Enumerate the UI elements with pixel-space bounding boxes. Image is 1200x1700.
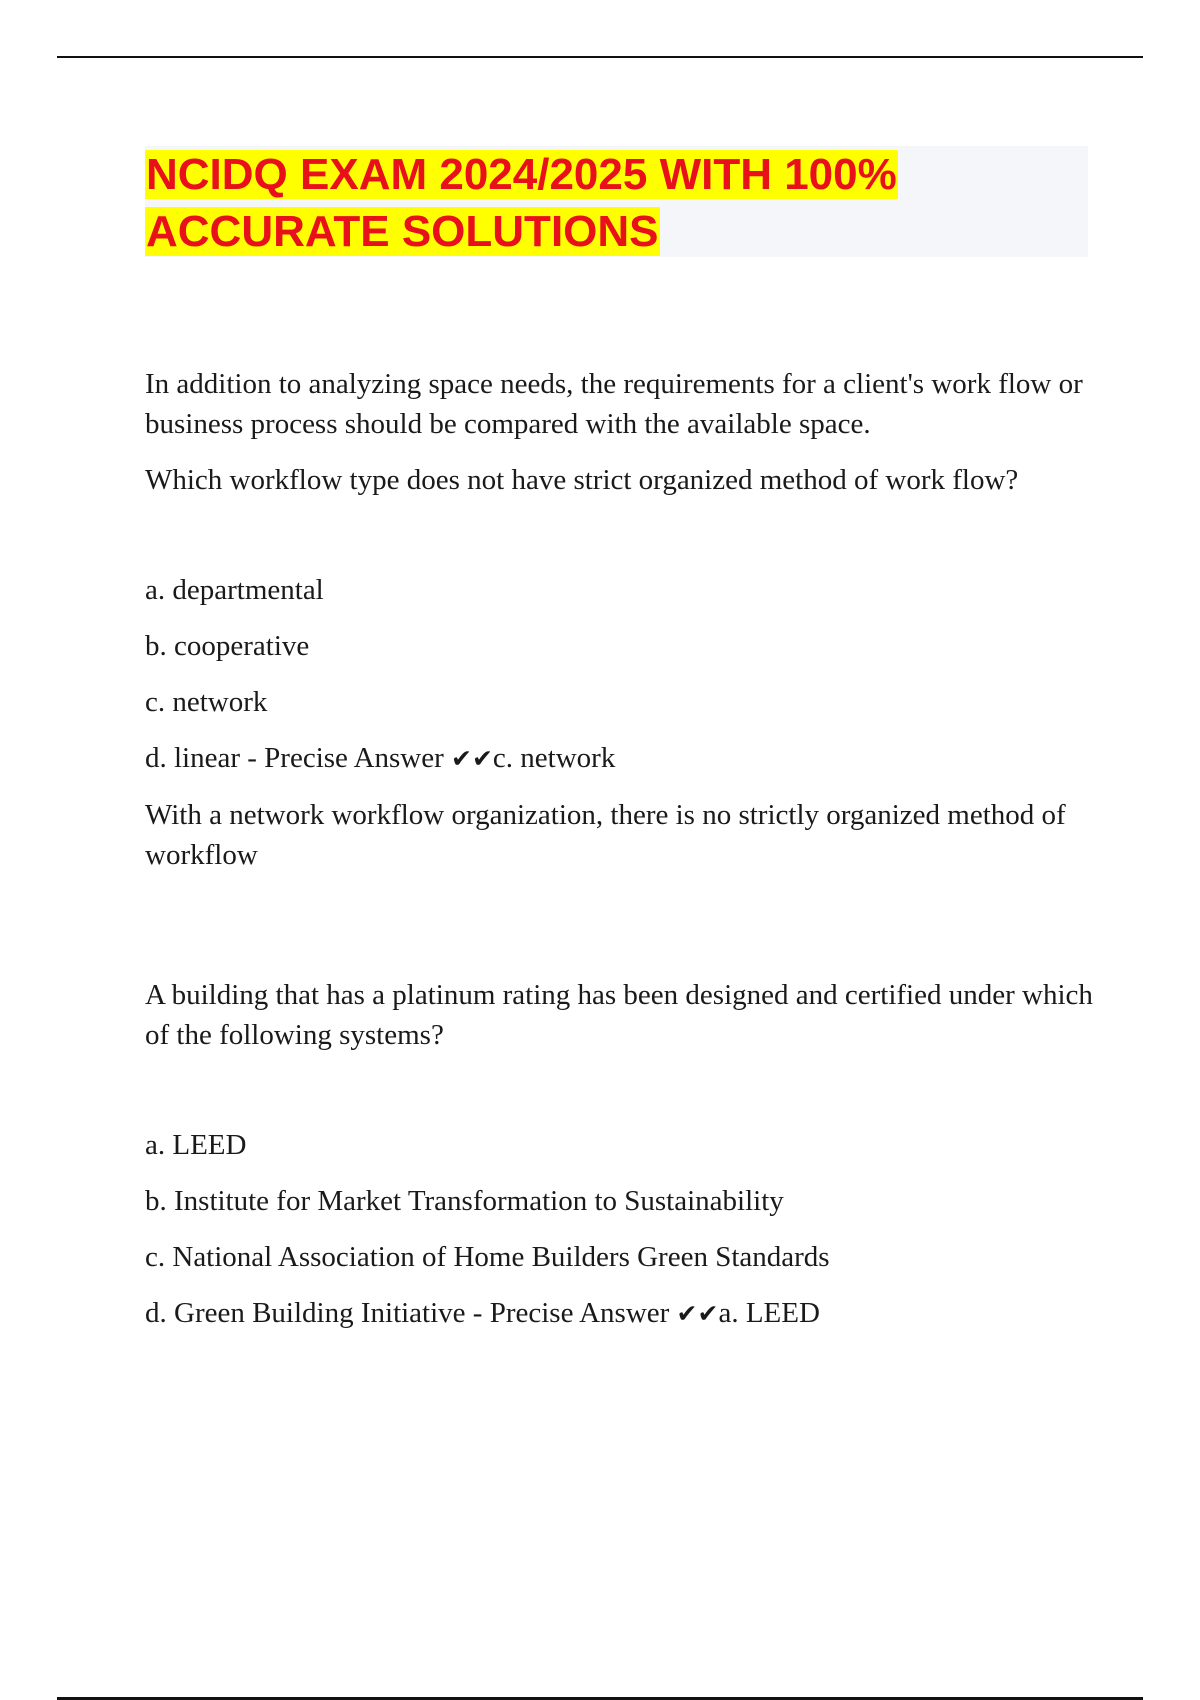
q2-option-c: c. National Association of Home Builders Green Standards [145, 1241, 830, 1273]
q1-question: Which workflow type does not have strict organized method of work flow? [145, 464, 1019, 496]
q2-question: A building that has a platinum rating has been designed and certified under which of the following systems? [145, 979, 1093, 1051]
document-title [145, 146, 1088, 260]
top-rule [57, 56, 1143, 58]
title-line-1: NCIDQ EXAM 2024/2025 WITH 100% [146, 150, 897, 199]
q1-checkmark-icon: ✔✔ [451, 744, 493, 773]
title-line-2: ACCURATE SOLUTIONS [146, 207, 659, 256]
q2-option-d [145, 1293, 1095, 1334]
q1-explanation: With a network workflow organization, there is no strictly organized method of workflow [145, 799, 1066, 871]
q1-option-d-text: d. linear - Precise Answer [145, 742, 444, 774]
q1-option-b: b. cooperative [145, 630, 310, 662]
q1-option-c: c. network [145, 686, 268, 718]
q2-answer: a. LEED [718, 1297, 820, 1329]
q2-option-b: b. Institute for Market Transformation to Sustainability [145, 1185, 784, 1217]
document-body [145, 364, 1095, 1334]
q1-intro: In addition to analyzing space needs, the requirements for a client's work flow or business process should be compared with the available space. [145, 368, 1083, 440]
q1-option-a: a. departmental [145, 574, 324, 606]
q1-answer: c. network [492, 742, 616, 774]
q2-option-a: a. LEED [145, 1129, 247, 1161]
title-block [145, 146, 1088, 257]
q2-option-d-text: d. Green Building Initiative - Precise Answer [145, 1297, 670, 1329]
q1-option-d [145, 738, 1095, 779]
q2-checkmark-icon: ✔✔ [676, 1299, 719, 1328]
